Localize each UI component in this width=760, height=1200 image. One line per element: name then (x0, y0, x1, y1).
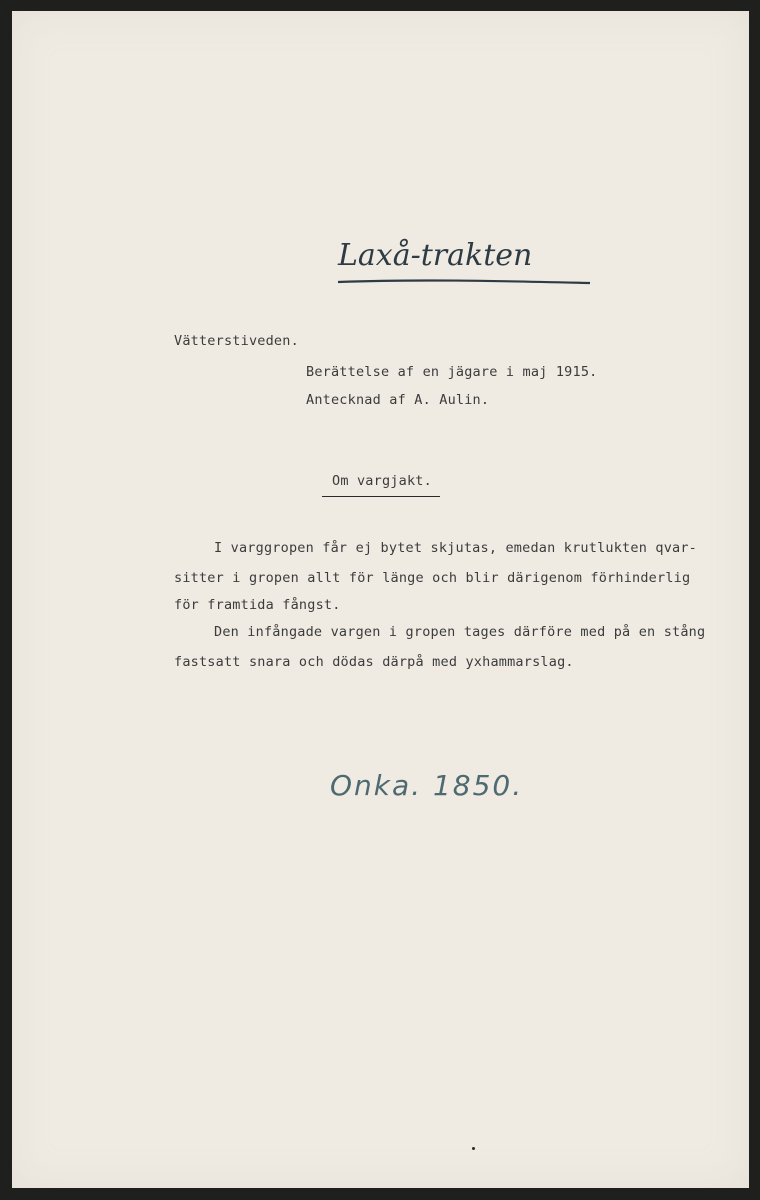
body-line-4: Den infångade vargen i gropen tages därföre med på en stång (214, 624, 706, 640)
pencil-note-text: Onka. 1850. (330, 769, 524, 802)
section-title: Om vargjakt. (332, 473, 432, 489)
body-line-1: I varggropen får ej bytet skjutas, emedan krutlukten qvar- (214, 540, 698, 556)
body-line-2: sitter i gropen allt för länge och blir därigenom förhinderlig (174, 570, 691, 586)
section-title-underline (322, 496, 440, 497)
body-line-3: för framtida fångst. (174, 597, 341, 613)
heading-text: Laxå-trakten (338, 238, 533, 273)
paper-speck (472, 1147, 475, 1150)
body-line-5: fastsatt snara och dödas därpå med yxhammarslag. (174, 654, 574, 670)
recorder-line: Antecknad af A. Aulin. (306, 392, 490, 408)
pencil-note (330, 763, 530, 809)
heading-underline (338, 280, 590, 283)
handwritten-heading (330, 227, 592, 289)
document-page (12, 11, 749, 1188)
source-line: Berättelse af en jägare i maj 1915. (306, 364, 598, 380)
place-line: Vätterstiveden. (174, 333, 299, 349)
